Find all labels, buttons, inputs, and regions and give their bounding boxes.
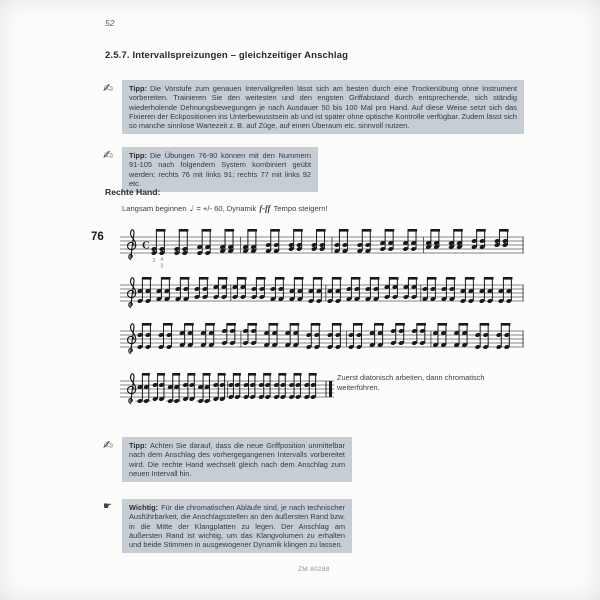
beam	[237, 277, 247, 280]
tempo-prefix: Langsam beginnen	[122, 204, 187, 213]
beam	[157, 373, 165, 376]
writing-hand-icon: ✍	[103, 148, 114, 162]
tip-text: Achten Sie darauf, dass die neue Griffposition unmittelbar nach dem Anschlag des vorhergegangenen Intervalls vorbereitet wird. Die rechte Hand wechselt gleich nach dem Anschlag zum neuen Intervall hin.	[129, 441, 345, 478]
beam	[293, 229, 303, 232]
beam	[142, 323, 152, 326]
beam	[275, 277, 285, 280]
beam	[503, 277, 513, 280]
section-heading: 2.5.7. Intervallspreizungen – gleichzeitiger Anschlag	[105, 50, 349, 61]
final-barline-thick	[329, 381, 332, 397]
beam	[156, 229, 166, 232]
beam	[202, 229, 212, 232]
beam	[187, 373, 195, 376]
beam	[247, 323, 257, 326]
beam	[218, 277, 228, 280]
beam	[184, 323, 194, 326]
beam	[225, 229, 235, 232]
beam	[233, 373, 241, 376]
beam	[385, 229, 395, 232]
tempo-middle: = +/- 60, Dynamik	[196, 204, 257, 213]
music-system-4	[118, 365, 336, 422]
beam	[332, 323, 342, 326]
beam	[247, 229, 257, 232]
beam	[465, 277, 475, 280]
tip-text: Die Vorstufe zum genauen Intervallgreifen lässt sich am besten durch eine Trockenübung ohne Instrument vorbereiten. Trainieren Sie den weitesten und den engsten Griffabstand durch entsprechende, sich ständig wiederholende Dehnungsbewegungen je nach Ausdauer 50 bis 100 Mal pro Hand. Auf diese Weise setzt sich das Fixieren der Eckpositionen ins Unterbewusstsein ab und ist später ohne optische Kontrolle verfügbar. Zudem lässt sich so manche sinnlose Wartezeit z. B. auf Züge, auf einen Überaum etc. sinnvoll nutzen.	[129, 84, 517, 130]
beam	[374, 323, 384, 326]
beam	[269, 323, 279, 326]
beam	[416, 323, 426, 326]
beam	[353, 323, 363, 326]
important-box	[122, 499, 352, 553]
fingering-number: 4	[160, 257, 164, 263]
plate-number: ZM 80288	[298, 566, 330, 573]
beam	[205, 323, 215, 326]
music-staff	[118, 315, 526, 367]
beam	[351, 277, 361, 280]
beam	[248, 373, 256, 376]
beam	[311, 323, 321, 326]
quarter-note-glyph: ♩	[189, 204, 194, 213]
beam	[203, 373, 211, 376]
beam	[316, 229, 326, 232]
tip-box-2	[122, 147, 318, 192]
beam	[395, 323, 405, 326]
beam	[389, 277, 399, 280]
important-label: Wichtig:	[129, 503, 159, 512]
beam	[309, 373, 317, 376]
music-staff	[118, 365, 336, 417]
fingering-number: 3	[160, 263, 164, 270]
exercise-annotation: Zuerst diatonisch arbeiten, dann chromatisch weiterführen.	[337, 373, 485, 392]
pointing-hand-icon: ☛	[103, 501, 112, 512]
beam	[476, 229, 486, 232]
beam	[332, 277, 342, 280]
beam	[226, 323, 236, 326]
beam	[459, 323, 469, 326]
beam	[313, 277, 323, 280]
exercise-number: 76	[91, 231, 104, 243]
beam	[446, 277, 456, 280]
beam	[408, 277, 418, 280]
beam	[362, 229, 372, 232]
time-signature: C	[142, 239, 150, 252]
tip-label: Tipp:	[129, 84, 147, 93]
beam	[218, 373, 226, 376]
tip-text: Die Übungen 76-90 können mit den Nummern 91-105 nach folgendem System kombiniert geübt werden: rechts 76 mit links 91; rechts 77 mit links 92 etc.	[129, 151, 311, 188]
beam	[199, 277, 209, 280]
beam	[294, 277, 304, 280]
music-system-3	[118, 315, 526, 372]
beam	[453, 229, 463, 232]
beam	[142, 373, 150, 376]
beam	[256, 277, 266, 280]
tip-box-3	[122, 437, 352, 482]
writing-hand-icon: ✍	[103, 81, 114, 95]
tempo-instruction	[122, 203, 328, 213]
beam	[179, 229, 189, 232]
beam	[484, 277, 494, 280]
page-number: 52	[105, 18, 115, 28]
beam	[480, 323, 490, 326]
beam	[290, 323, 300, 326]
tip-label: Tipp:	[129, 151, 147, 160]
writing-hand-icon: ✍	[103, 438, 114, 452]
music-staff	[118, 269, 526, 321]
beam	[339, 229, 349, 232]
beam	[499, 229, 509, 232]
beam	[172, 373, 180, 376]
beam	[161, 277, 171, 280]
beam	[278, 373, 286, 376]
beam	[501, 323, 511, 326]
tip-box-1	[122, 80, 524, 134]
beam	[437, 323, 447, 326]
beam	[408, 229, 418, 232]
right-hand-label: Rechte Hand:	[105, 187, 161, 197]
fingering-number: 3	[152, 258, 156, 264]
beam	[430, 229, 440, 232]
beam	[163, 323, 173, 326]
beam	[370, 277, 380, 280]
beam	[294, 373, 302, 376]
tip-label: Tipp:	[129, 441, 147, 450]
beam	[180, 277, 190, 280]
beam	[263, 373, 271, 376]
beam	[142, 277, 152, 280]
music-staff	[118, 221, 526, 273]
important-text: Für die chromatischen Abläufe sind, je nach technischer Ausführbarkeit, die Anschlagsstellen an den äußersten Rand bzw. in die Mitte der Klangplatten zu legen. Der Anschlag am äußersten Rand ist wichtig, um das Klangvolumen zu erhalten und beide Stimmen in ausgewogener Dynamik klingen zu lassen.	[129, 503, 345, 549]
dynamics-text: f-ff	[259, 203, 271, 213]
tempo-suffix: Tempo steigern!	[273, 204, 328, 213]
beam	[270, 229, 280, 232]
beam	[427, 277, 437, 280]
